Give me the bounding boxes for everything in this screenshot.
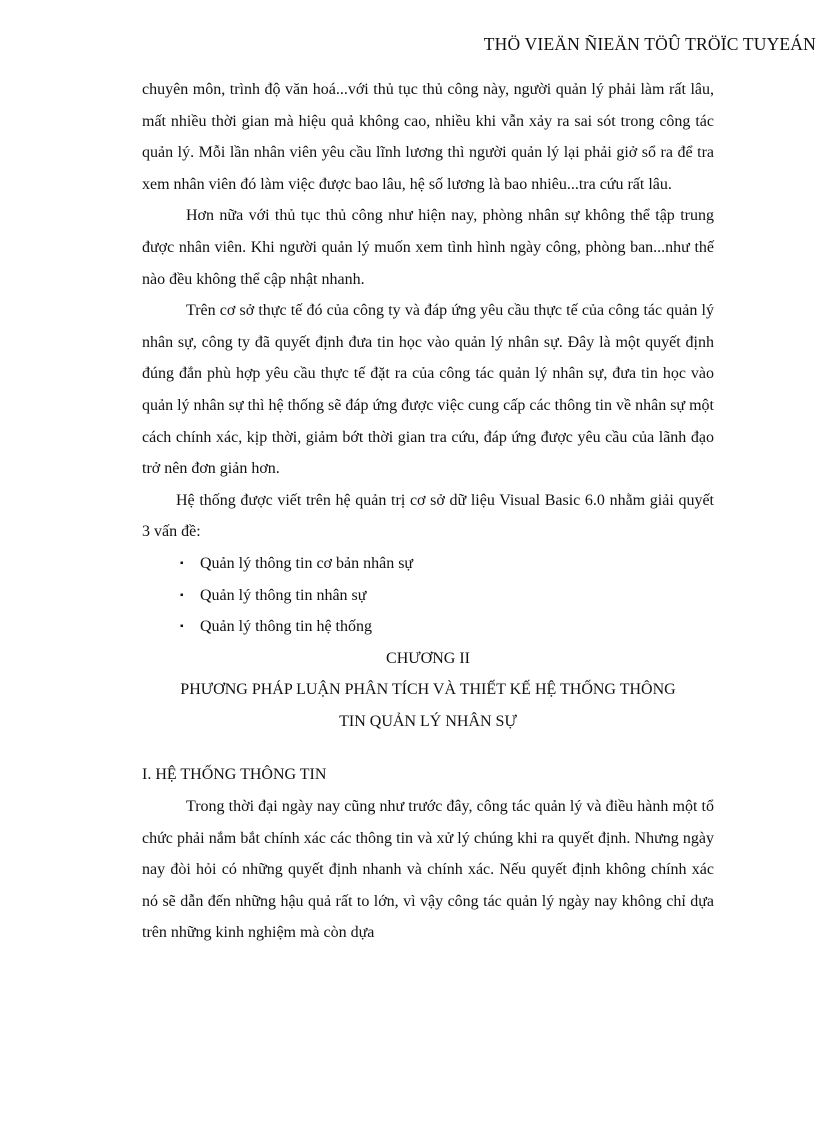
paragraph-5: Trong thời đại ngày nay cũng như trước đây, công tác quản lý và điều hành một tổ chức phải nắm bắt chính xác các thông tin và xử lý chúng khi ra quyết định. Nhưng ngày nay đòi hỏi có những quyết định nhanh và chính xác. Nếu quyết định không chính xác nó sẽ dẫn đến những hậu quả rất to lớn, vì vậy công tác quản lý ngày nay không chỉ dựa trên những kinh nghiệm mà còn dựa (142, 798, 714, 942)
list-item (180, 548, 714, 580)
paragraph-4: Hệ thống được viết trên hệ quản trị cơ sở dữ liệu Visual Basic 6.0 nhằm giải quyết 3 vấn đề: (142, 491, 714, 541)
section-heading: I. HỆ THỐNG THÔNG TIN (142, 766, 327, 784)
chapter-label: CHƯƠNG II (386, 649, 470, 667)
chapter-title-line-2: TIN QUẢN LÝ NHÂN SỰ (339, 712, 517, 730)
square-bullet-icon: ▪ (180, 557, 184, 569)
list-item-text: Quản lý thông tin hệ thống (200, 618, 372, 636)
page-header-title: THÖ VIEÄN ÑIEÄN TÖÛ TRÖÏC TUYEÁN (483, 34, 816, 54)
list-item (180, 580, 714, 612)
chapter-title-line-1: PHƯƠNG PHÁP LUẬN PHÂN TÍCH VÀ THIẾT KẾ HỆ THỐNG THÔNG (180, 681, 676, 699)
list-item-text: Quản lý thông tin cơ bản nhân sự (200, 554, 414, 572)
paragraph-1: chuyên môn, trình độ văn hoá...với thủ tục thủ công này, người quản lý phải làm rất lâu, mất nhiều thời gian mà hiệu quả không cao, nhiều khi vẫn xảy ra sai sót trong công tác quản lý. Mỗi lần nhân viên yêu cầu lĩnh lương thì người quản lý lại phải giở sổ ra để tra xem nhân viên đó làm việc được bao lâu, hệ số lương là bao nhiêu...tra cứu rất lâu. (142, 81, 714, 193)
square-bullet-icon: ▪ (180, 589, 184, 601)
list-item (180, 611, 714, 643)
paragraph-3: Trên cơ sở thực tế đó của công ty và đáp ứng yêu cầu thực tế của công tác quản lý nhân sự, công ty đã quyết định đưa tin học vào quản lý nhân sự. Đây là một quyết định đúng đắn phù hợp yêu cầu thực tế đặt ra của công tác quản lý nhân sự, đưa tin học vào quản lý nhân sự thì hệ thống sẽ đáp ứng được việc cung cấp các thông tin về nhân sự một cách chính xác, kịp thời, giảm bớt thời gian tra cứu, đáp ứng được yêu cầu của lãnh đạo trở nên đơn giản hơn. (142, 302, 714, 478)
paragraph-2: Hơn nữa với thủ tục thủ công như hiện nay, phòng nhân sự không thể tập trung được nhân viên. Khi người quản lý muốn xem tình hình ngày công, phòng ban...như thế nào đều không thể cập nhật nhanh. (142, 207, 714, 288)
issue-list (142, 548, 714, 643)
document-body (142, 74, 714, 949)
square-bullet-icon: ▪ (180, 621, 184, 633)
list-item-text: Quản lý thông tin nhân sự (200, 586, 367, 604)
